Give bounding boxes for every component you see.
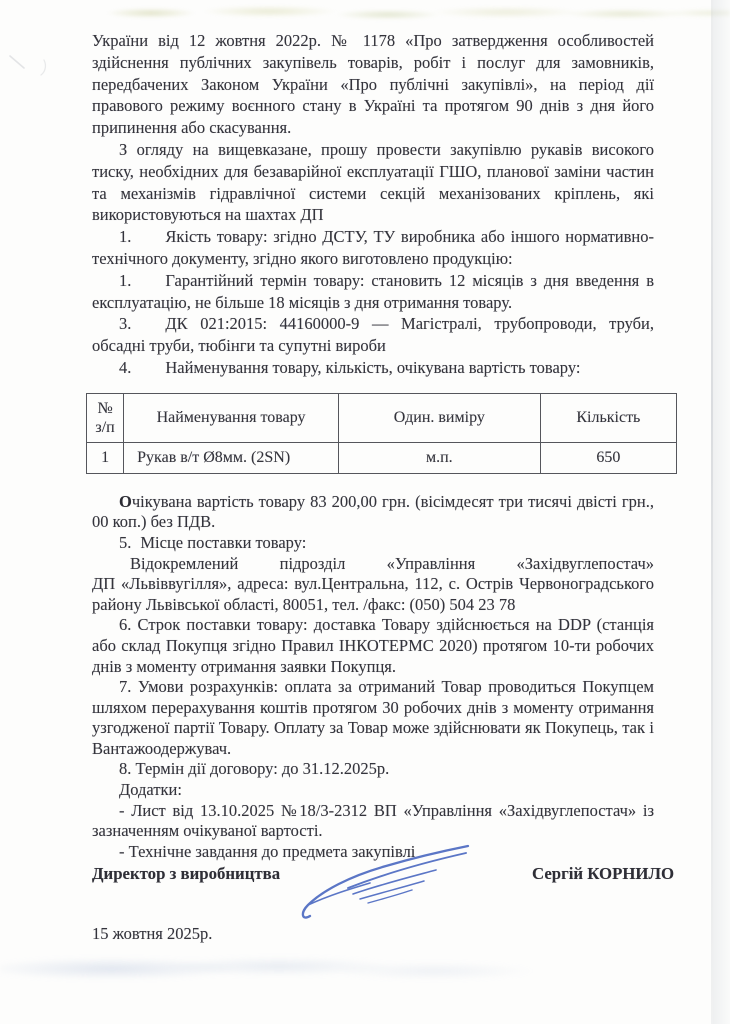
paragraph-law-reference: України від 12 жовтня 2022р. № 1178 «Про затвердження особливостей здійснення публічних закупівель товарів, робіт і послуг для замовників, передбачених Законом України «Про публічні закупівлі», на період дії правового режиму воєнного стану в Україні та протягом 90 днів з дня його припинення або скасування. — [92, 31, 654, 138]
list-item-quality — [92, 226, 654, 270]
signatory-name: Сергій КОРНИЛО — [532, 864, 674, 883]
delivery-place-rest: ДП «Львіввугілля», адреса: вул.Центральна, 112, с. Острів Червоноградського району Львівської області, 80051, тел. /факс: (050) 504 23 78 — [92, 574, 654, 614]
list-item-text: Місце поставки товару: — [140, 532, 307, 552]
document-body — [92, 30, 654, 862]
list-number: 1. — [119, 227, 132, 247]
paragraph-expected-cost — [92, 492, 654, 533]
list-item-text: ДК 021:2015: 44160000-9 — Магістралі, трубопроводи, труби, обсадні труби, тюбінги та супутні вироби — [92, 314, 654, 356]
list-number: 4. — [119, 357, 132, 377]
header-cell-unit: Один. виміру — [338, 393, 540, 442]
list-item-text: Якість товару: згідно ДСТУ, ТУ виробника або іншого нормативно-технічного документу, згідно якого виготовлено продукцію: — [92, 227, 654, 268]
document-bottom-section — [92, 492, 654, 863]
signature-ink — [298, 840, 478, 930]
document-date: 15 жовтня 2025р. — [92, 924, 213, 943]
signatory-role: Директор з виробництва — [92, 864, 281, 883]
addenda-label: Додатки: — [119, 780, 182, 800]
header-cell-goods-name: Найменування товару — [124, 393, 339, 442]
goods-table-row — [87, 442, 677, 473]
cell-unit: м.п. — [338, 442, 540, 473]
paragraph-request: З огляду на вищевказане, прошу провести закупівлю рукавів високого тиску, необхідних для безаварійної експлуатації ГШО, планової заміни частин та механізмів гідравлічної системи секцій механізованих кріплень, які використовуються на шахтах ДП — [92, 139, 654, 225]
addendum-technical-task: - Технічне завдання до предмета закупівлі — [119, 841, 416, 861]
cell-goods-name: Рукав в/т Ø8мм. (2SN) — [124, 442, 339, 473]
scan-artifact-corner-marks — [4, 42, 64, 92]
addendum-letter: - Лист від 13.10.2025 №18/3-2312 ВП «Управління «Західвуглепостач» із зазначенням очікуваної вартості. — [92, 800, 654, 841]
goods-table — [86, 393, 677, 474]
goods-table-wrapper — [86, 393, 677, 474]
list-number: 5. — [119, 532, 132, 552]
list-item-goods-name — [92, 357, 654, 379]
list-item-dk-code — [92, 313, 654, 357]
list-item-contract-term: 8. Термін дії договору: до 31.12.2025р. — [119, 759, 390, 779]
list-number: 3. — [119, 314, 132, 334]
cell-row-number: 1 — [87, 442, 124, 473]
scan-artifact-bottom-band — [0, 948, 620, 994]
list-number: 1. — [119, 270, 132, 290]
list-item-text: Гарантійний термін товару: становить 12 місяців з дня введення в експлуатацію, не більше 18 місяців з дня отримання товару. — [92, 270, 654, 312]
bold-lead-letter: О — [119, 491, 132, 511]
header-cell-number: № з/п — [87, 393, 124, 442]
list-item-text: Найменування товару, кількість, очікувана вартість товару: — [165, 357, 581, 377]
delivery-place-line1: Відокремлений підрозділ «Управління «Західвуглепостач» — [130, 553, 654, 573]
list-item-delivery-term: 6. Строк поставки товару: доставка Товару здійснюється на DDP (станція або склад Покупця згідно Правил ІНКОТЕРМС 2020) протягом 10-ти робочих днів з моменту отримання заявки Покупця. — [92, 615, 654, 676]
scan-artifact-top-band — [72, 5, 730, 21]
goods-table-header-row — [87, 393, 677, 442]
list-item-warranty — [92, 270, 654, 314]
list-item-payment-terms: 7. Умови розрахунків: оплата за отриманий Товар проводиться Покупцем шляхом перерахування коштів протягом 30 робочих днів з моменту отримання узгодженої партії Товару. Оплату за Товар може здійснювати як Покупець, так і Вантажоодержувач. — [92, 677, 654, 758]
list-item-delivery-place — [92, 533, 654, 554]
scan-artifact-page-edge-strip — [713, 0, 730, 1024]
cell-quantity: 650 — [540, 442, 676, 473]
document-top-section — [92, 30, 654, 379]
header-cell-quantity: Кількість — [540, 393, 676, 442]
expected-cost-text: чікувана вартість товару 83 200,00 грн. (вісімдесят три тисячі двісті грн., 00 коп.) без ПДВ. — [92, 491, 654, 532]
